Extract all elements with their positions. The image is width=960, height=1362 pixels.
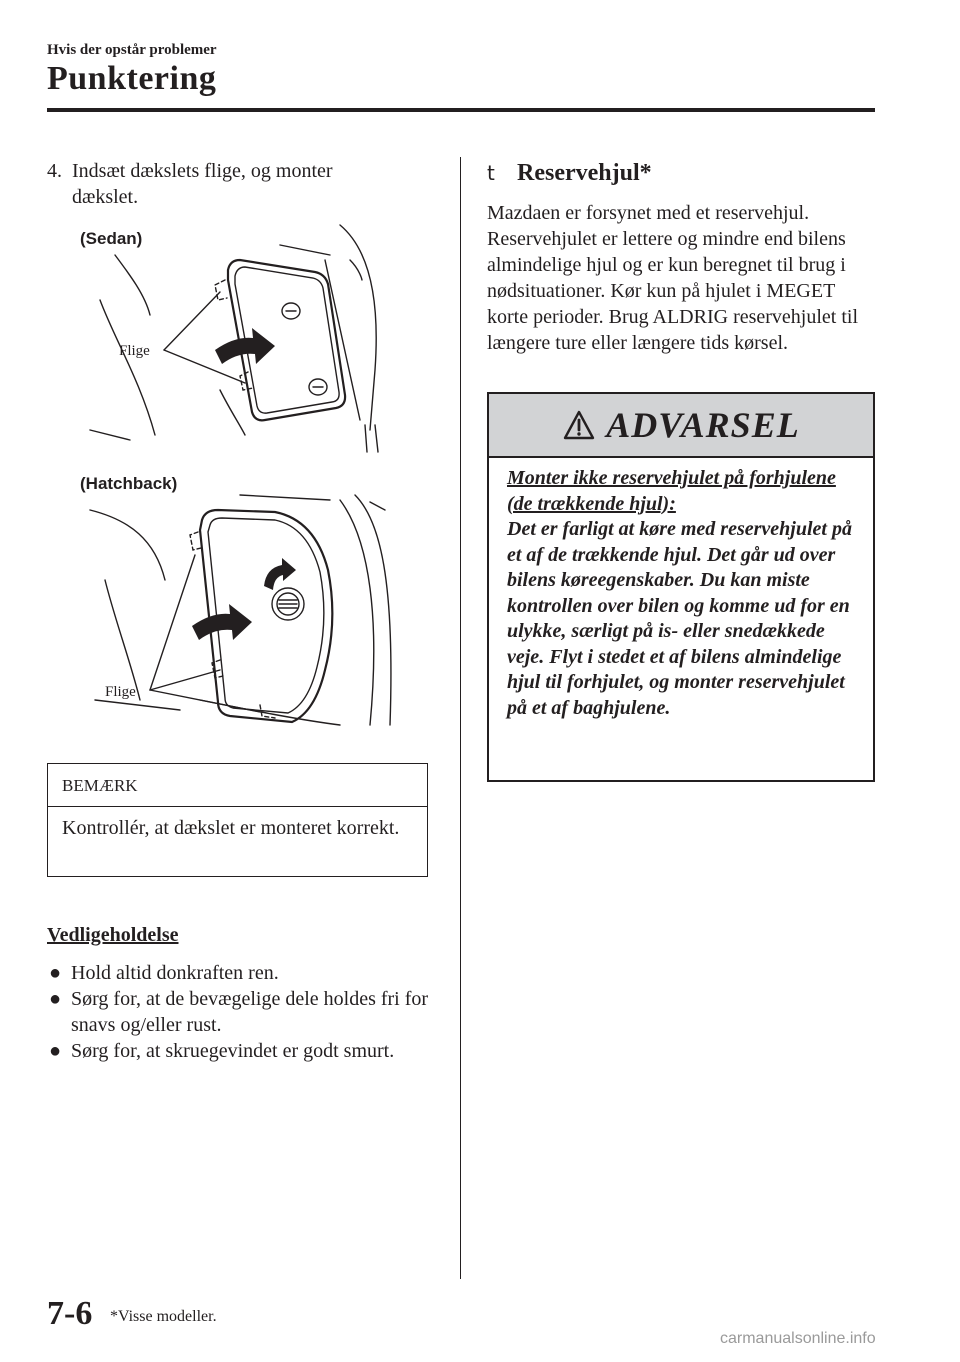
warning-title: ADVARSEL [606,405,800,445]
maintenance-heading: Vedligeholdelse [47,924,179,946]
warning-text: Det er farligt at køre med reservehjulet på et af de trækkende hjul. Det går ud over bilens køreegenskaber. Du kan miste kontrollen over bilen og komme ud for en ulykke, særligt på is- eller snedækkede veje. Flyt i stedet et af bilens almindelige hjul til forhjulet, og monter reservehjulet på et af baghjulene. [507,518,852,719]
list-item: ● Hold altid donkraften ren. [49,962,279,984]
section-label: Hvis der opstår problemer [47,42,217,58]
step-text-line2: dækslet. [72,186,139,208]
warning-triangle-icon [562,409,596,441]
page-title: Punktering [47,60,217,97]
watermark: carmanualsonline.info [720,1330,876,1347]
section-mark: t [487,161,495,185]
column-divider [460,157,461,1279]
warning-body [489,458,873,729]
note-heading: BEMÆRK [48,764,427,807]
step-4 [47,158,447,210]
spare-wheel-title: Reservehjul* [517,160,652,186]
maintenance-list [47,960,447,1064]
list-item: ● Sørg for, at de bevægelige dele holdes fri for snavs og/eller rust. [49,988,429,1036]
hatchback-label: (Hatchback) [80,474,178,493]
step-text-line1: Indsæt dækslets flige, og monter [72,160,333,182]
bullet: ● [49,1040,62,1062]
footnote: *Visse modeller. [110,1308,217,1325]
bullet: ● [49,962,62,984]
list-item: ● Sørg for, at skruegevindet er godt smurt. [49,1040,395,1062]
spare-wheel-heading [487,160,652,187]
bullet: ● [49,988,62,1010]
title-rule [47,108,875,112]
spare-wheel-paragraph: Mazdaen er forsynet med et reservehjul. Reservehjulet er lettere og mindre end bilens almindelige hjul og er kun beregnet til brug i nødsituationer. Kør kun på hjulet i MEGET korte perioder. Brug ALDRIG reservehjulet til længere ture eller længere tids kørsel. [487,202,859,354]
note-body: Kontrollér, at dækslet er monteret korrekt. [62,817,400,839]
warning-subheading: Monter ikke reservehjulet på forhjulene (de trækkende hjul): [507,467,836,515]
step-number: 4. [47,160,62,182]
warning-header [489,394,873,458]
hatchback-flige-label: Flige [105,684,136,700]
sedan-flige-label: Flige [119,343,150,359]
note-box [47,763,428,877]
page-number: 7-6 [47,1295,93,1332]
warning-box [487,392,875,782]
sedan-label: (Sedan) [80,229,143,248]
cover-illustration [70,220,400,730]
